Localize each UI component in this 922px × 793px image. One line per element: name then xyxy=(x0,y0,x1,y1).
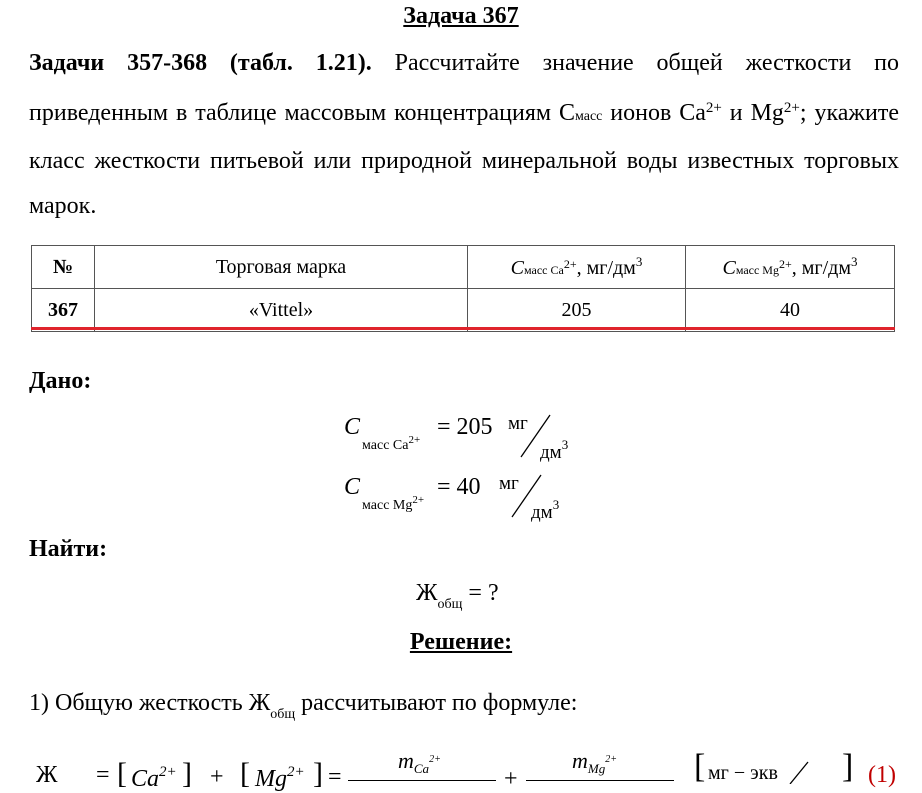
formula-lhs: Ж xyxy=(36,762,58,788)
cell-num: 367 xyxy=(32,289,95,332)
bracket-close-unit: ] xyxy=(842,748,854,785)
m-mg: m xyxy=(572,748,588,773)
formula-ca-text: Ca xyxy=(131,766,160,792)
statement-text: ионов Ca xyxy=(602,100,706,126)
formula-ca xyxy=(131,764,177,793)
given-heading: Дано: xyxy=(29,368,92,394)
formula-mg xyxy=(255,764,305,793)
sub-mass: масс xyxy=(574,109,603,124)
cell-mg: 40 xyxy=(686,289,895,332)
fraction-ca-bar xyxy=(348,780,496,781)
cell-brand: «Vittel» xyxy=(95,289,468,332)
find-symbol: Ж xyxy=(416,580,438,606)
given-mg-c: C xyxy=(344,474,361,500)
header-ca-sup: 2+ xyxy=(563,257,577,271)
find-sub: общ xyxy=(437,597,463,612)
formula-mg-text: Mg xyxy=(255,766,287,792)
step1-text: 1) Общую жесткость xyxy=(29,690,249,716)
given-mg-value: = 40 xyxy=(437,474,481,500)
solution-heading: Решение: xyxy=(409,629,513,655)
formula-unit: мг − экв xyxy=(708,762,778,784)
equation-number: (1) xyxy=(868,762,896,788)
find-heading: Найти: xyxy=(29,536,108,562)
given-mg-den-sup: 3 xyxy=(552,497,560,512)
problem-statement xyxy=(29,41,899,229)
header-mg-unit-sup: 3 xyxy=(851,254,858,269)
header-mg xyxy=(686,246,895,289)
formula-mg-sup: 2+ xyxy=(287,764,305,780)
header-mg-c: C xyxy=(722,257,736,279)
statement-text: и Mg xyxy=(721,100,784,126)
header-mg-unit: , мг/дм xyxy=(791,257,852,279)
given-ca-value: = 205 xyxy=(437,414,493,440)
formula-plus-1: + xyxy=(210,764,224,790)
table-header-row xyxy=(32,246,895,289)
statement-text: ; укажите класс жесткости питьевой или природной минеральной воды известных торговых марок. xyxy=(29,100,899,219)
given-ca-c: C xyxy=(344,414,361,440)
m-ca-sub: Ca xyxy=(413,761,430,776)
fraction-ca-numerator xyxy=(398,748,441,777)
table-row xyxy=(32,289,895,332)
header-ca xyxy=(468,246,686,289)
given-ca-sub-text: масс Ca xyxy=(362,438,409,453)
m-mg-sub: Mg xyxy=(587,761,606,776)
bracket-open-mg: [ xyxy=(240,757,250,790)
given-mg-den: дм xyxy=(531,502,553,523)
formula-eq-2: = xyxy=(328,764,342,790)
formula-eq-1: = xyxy=(96,762,110,788)
find-rest: = ? xyxy=(468,580,499,606)
header-ca-c: C xyxy=(510,257,524,279)
sup-ca: 2+ xyxy=(705,100,722,116)
step1-symbol: Ж xyxy=(248,690,271,716)
header-num: № xyxy=(32,246,95,289)
cell-ca: 205 xyxy=(468,289,686,332)
formula-unit-slash xyxy=(786,760,810,784)
bracket-close-mg: ] xyxy=(313,757,323,790)
given-ca-den: дм xyxy=(540,442,562,463)
given-ca-unit-den xyxy=(540,437,568,464)
given-mg-sub-text: масс Mg xyxy=(362,498,413,513)
bracket-close-ca: ] xyxy=(182,757,192,790)
given-mg-unit-num: мг xyxy=(499,473,519,494)
sup-mg: 2+ xyxy=(783,100,800,116)
formula-ca-sup: 2+ xyxy=(159,764,177,780)
given-ca-unit-num: мг xyxy=(508,413,528,434)
header-brand: Торговая марка xyxy=(95,246,468,289)
fraction-mg-numerator xyxy=(572,748,617,777)
m-ca: m xyxy=(398,748,414,773)
solution-step-1 xyxy=(29,690,577,723)
given-mg-sup: 2+ xyxy=(412,494,425,506)
statement-text: Рассчитайте значение общей жесткости по приведенным в таблице массовым концентрациям С xyxy=(29,50,899,126)
given-ca-sup: 2+ xyxy=(408,434,421,446)
m-ca-sup: 2+ xyxy=(429,754,441,765)
data-table xyxy=(31,245,895,332)
header-mg-sub: масс Mg xyxy=(735,263,779,277)
given-mg-sub xyxy=(362,494,424,514)
formula-plus-2: + xyxy=(504,766,518,792)
find-formula xyxy=(416,580,499,613)
header-ca-sub: масс Ca xyxy=(523,263,564,277)
given-mg-unit-den xyxy=(531,497,559,524)
given-ca-den-sup: 3 xyxy=(561,437,569,452)
table-bottom-rule xyxy=(31,327,895,330)
step1-sub: общ xyxy=(270,707,296,722)
problem-ref: Задачи 357-368 (табл. 1.21). xyxy=(29,50,372,76)
header-ca-unit-sup: 3 xyxy=(635,254,643,269)
bracket-open-ca: [ xyxy=(117,757,127,790)
fraction-mg-bar xyxy=(526,780,674,781)
given-ca-formula xyxy=(344,414,360,441)
header-ca-unit: , мг/дм xyxy=(576,257,636,279)
m-mg-sup: 2+ xyxy=(605,754,617,765)
hardness-formula xyxy=(36,762,58,789)
bracket-open-unit: [ xyxy=(694,748,706,785)
given-mg-formula xyxy=(344,474,360,501)
header-mg-sup: 2+ xyxy=(778,257,792,271)
page-title: Задача 367 xyxy=(403,3,519,29)
given-ca-sub xyxy=(362,434,420,454)
step1-text: рассчитывают по формуле: xyxy=(295,690,578,716)
